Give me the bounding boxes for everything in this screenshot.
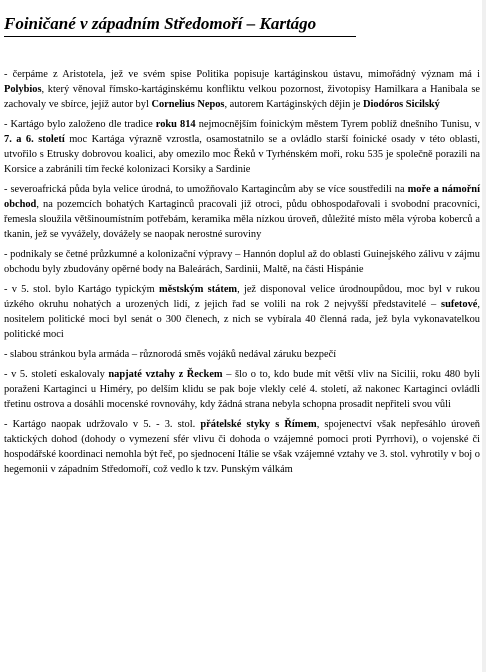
- bold-term: napjaté vztahy z Řeckem: [108, 369, 223, 380]
- bold-term: 7. a 6. století: [4, 134, 65, 145]
- text-run: - Kartágo bylo založeno dle tradice: [4, 119, 156, 130]
- text-run: - severoafrická půda byla velice úrodná, to umožňovalo Kartagincům aby se více soustředili na: [4, 184, 408, 195]
- text-run: - v 5. století eskalovaly: [4, 369, 109, 380]
- bold-term: městským státem: [158, 284, 238, 295]
- title-underline: [4, 36, 356, 37]
- text-run: , na pozemcích bohatých Kartaginců pracovali již otroci, půdu obhospodařovali i svobodní pracovníci, řemesla sloužila většinoumístním potřebám, keramika měla nízkou úroveň, důležité místo měla výroba koberců a tkanin, jež se vyvážely, dovážely se naopak nerostné suroviny: [4, 199, 480, 240]
- paragraph: [4, 417, 480, 477]
- paragraph: [4, 367, 480, 412]
- bold-term: sufetové: [441, 299, 478, 310]
- text-run: , autorem Kartáginských dějin je: [224, 99, 363, 110]
- text-run: - v 5. stol. bylo Kartágo typickým: [4, 284, 159, 295]
- scrollbar[interactable]: [482, 0, 486, 672]
- text-run: - slabou stránkou byla armáda – různorodá směs vojáků nedával záruku bezpečí: [4, 349, 337, 360]
- text-run: , spojenectví však nepřesáhlo úroveň taktických dohod (dohody o vymezení sfér vlivu či dohoda o vzájemné pomoci proti Pyrrhovi), o vojenské či hospodářské koordinaci nemohla být řeč, po sjednocení Itálie se však vzájemné vztahy ve 3. stol. vyhrotily v boj o hegemonii v západním Středomoří, což vedlo k tzv. Punským válkám: [4, 419, 480, 475]
- bold-term: roku 814: [155, 119, 196, 130]
- text-run: - Kartágo naopak udržovalo v 5. - 3. stol.: [4, 419, 201, 430]
- text-run: , nositelem politické moci byl senát o 300 členech, z nich se vybírala 40 členná rada, jež byla vykonavatelkou politické moci: [4, 299, 480, 340]
- text-run: , který věnoval římsko-kartáginskému konfliktu velkou pozornost, životopisy Hamilkara a Hanibala se zachovaly ve sbírce, jejíž autor byl: [4, 84, 480, 110]
- paragraph: [4, 347, 480, 362]
- text-run: - čerpáme z Aristotela, jež ve svém spise Politika popisuje kartáginskou ústavu, mimořádný význam má i: [4, 69, 480, 80]
- text-run: – šlo o to, kdo bude mít větší vliv na Sicilii, roku 480 byli poraženi Kartaginci u Himéry, po delším klidu se pak boje vlekly celé 4. století, až nakonec Kartaginci ovládli třetinu ostrova a dosáhli mocenské rovnováhy, kdy žádná strana nebyla schopna prosadit nepřiteli svou vůli: [4, 369, 480, 410]
- paragraph: [4, 247, 480, 277]
- bold-term: Polybios: [4, 84, 42, 95]
- bold-term: moře a námořní obchod: [4, 184, 480, 210]
- bold-term: Diodóros Sicilský: [362, 99, 440, 110]
- bold-term: přátelské styky s Římem: [200, 419, 317, 430]
- text-run: nejmocnějším foinickým městem Tyrem poblíž dnešního Tunisu, v: [195, 119, 480, 130]
- paragraph: [4, 182, 480, 242]
- text-run: moc Kartága výrazně vzrostla, osamostatnilo se a ovládlo starší foinické osady v této oblasti, utvořilo s Etrusky dobrovou koalici, aby omezilo moc Řeků v Tyrhénském moři, roku 535 je společně porazili na Korsice a zabránili tím řecké kolonizaci Korsiky a Sardinie: [4, 134, 480, 175]
- bold-term: Cornelius Nepos: [151, 99, 225, 110]
- page-title: Foiničané v západním Středomoří – Kartágo: [4, 14, 317, 33]
- document-body: [4, 67, 480, 477]
- text-run: - podnikaly se četné průzkumné a kolonizační výpravy – Hannón doplul až do oblasti Guinejského zálivu v zájmu obchodu byly zbudovány opěrné body na Baleárách, Sardinii, Maltě, na části Hispánie: [4, 249, 480, 275]
- paragraph: [4, 67, 480, 112]
- paragraph: [4, 282, 480, 342]
- paragraph: [4, 117, 480, 177]
- text-run: , jež disponoval velice úrodnoupůdou, moc byl v rukou úzkého okruhu nohatých a urozených lidí, z jejich řad se volili na rok 2 nejvyšší představitelé –: [4, 284, 480, 310]
